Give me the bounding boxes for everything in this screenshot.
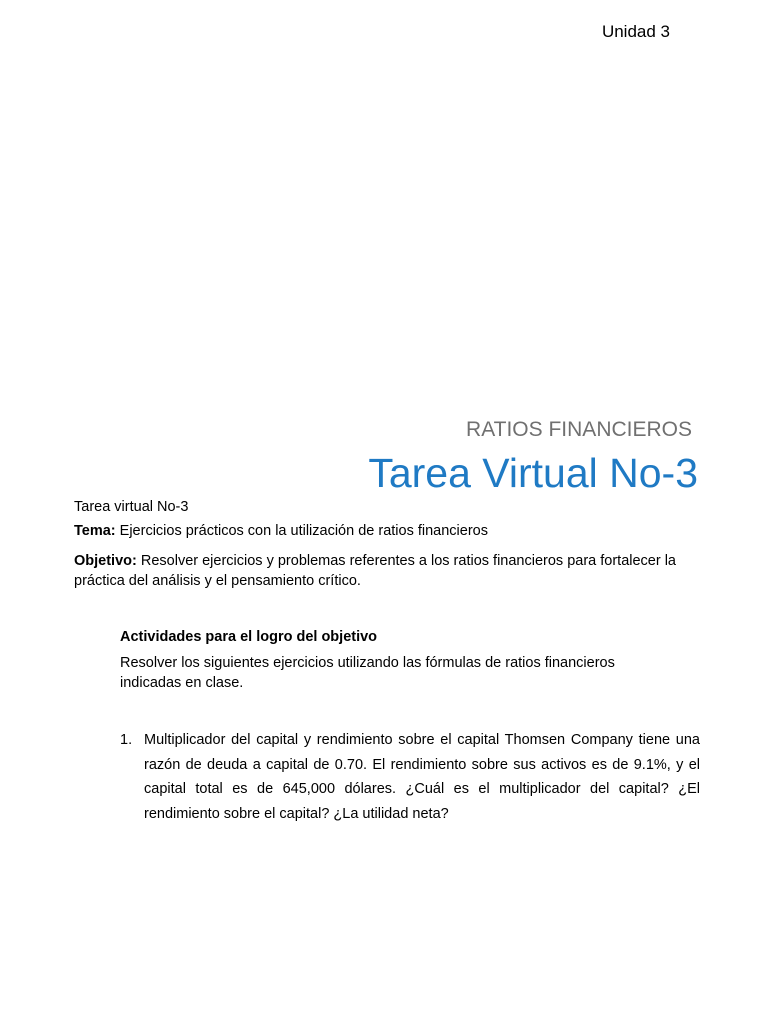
- document-subtitle: RATIOS FINANCIEROS: [466, 418, 692, 441]
- document-title: Tarea Virtual No-3: [368, 450, 698, 496]
- tema-label: Tema:: [74, 523, 116, 539]
- activities-heading: Actividades para el logro del objetivo: [120, 629, 378, 645]
- activities-instruction: Resolver los siguientes ejercicios utilizando las fórmulas de ratios financieros indicadas en clase.: [120, 655, 615, 691]
- exercise-number: 1.: [120, 732, 133, 748]
- exercise-item: [120, 728, 700, 826]
- exercise-text: Multiplicador del capital y rendimiento sobre el capital Thomsen Company tiene una razón de deuda a capital de 0.70. El rendimiento sobre sus activos es de 9.1%, y el capital total es de 645,000 dólares. ¿Cuál es el multiplicador del capital? ¿El rendimiento sobre el capital? ¿La utilidad neta?: [144, 732, 700, 822]
- objetivo-label: Objetivo:: [74, 553, 137, 569]
- objetivo-paragraph: [74, 551, 694, 591]
- assignment-name: Tarea virtual No-3: [74, 499, 189, 515]
- unit-label: Unidad 3: [601, 22, 670, 41]
- tema-text: Ejercicios prácticos con la utilización de ratios financieros: [115, 523, 488, 539]
- objetivo-text: Resolver ejercicios y problemas referentes a los ratios financieros para fortalecer la práctica del análisis y el pensamiento crítico.: [74, 553, 676, 589]
- tema-paragraph: [74, 521, 694, 541]
